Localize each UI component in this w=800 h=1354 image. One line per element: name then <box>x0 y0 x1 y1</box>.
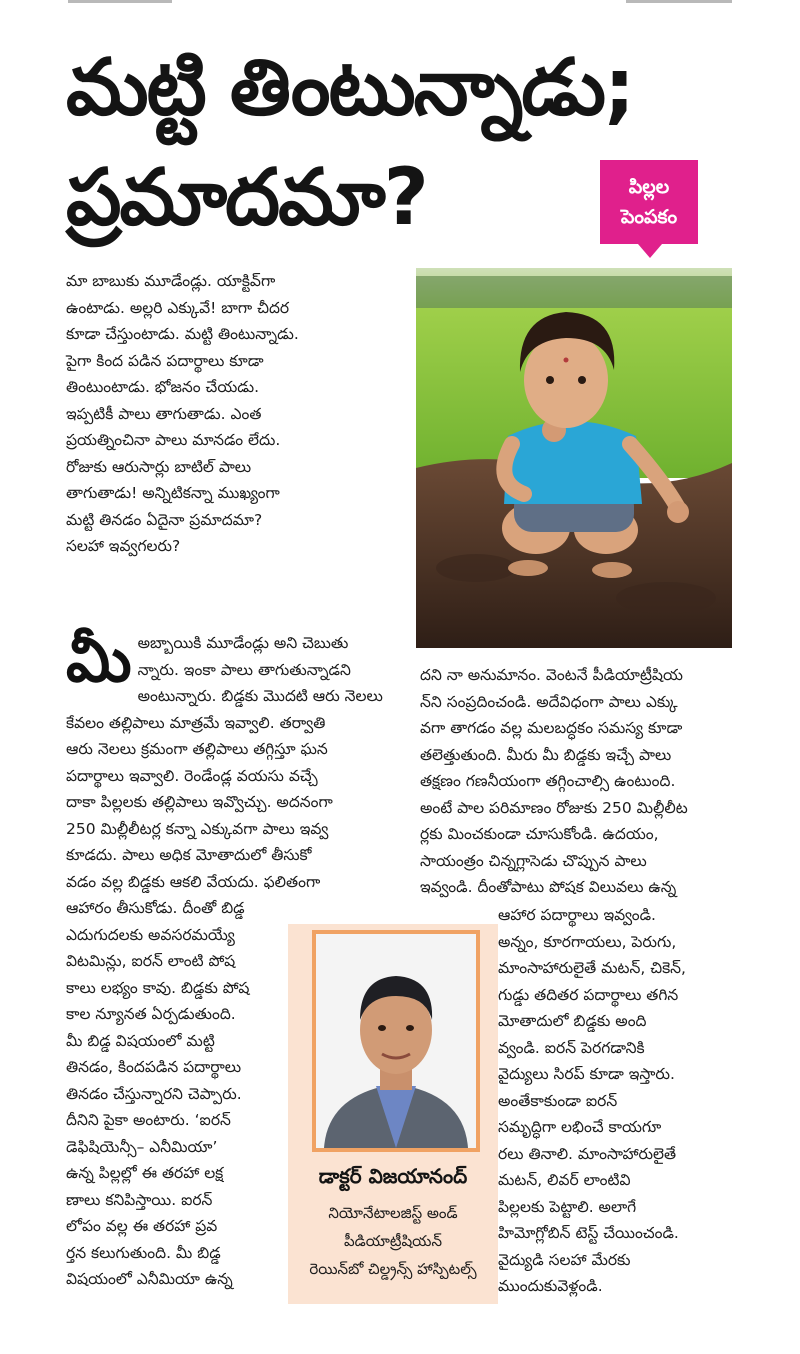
answer-line: దాకా పిల్లలకు తల్లిపాలు ఇవ్వొచ్చు. అదనంగా <box>66 793 333 811</box>
section-tag <box>600 160 698 244</box>
author-hospital: రెయిన్‌బో చిల్డ్రన్స్ హాస్పిటల్స్ <box>309 1260 477 1278</box>
section-tag-pointer <box>638 244 662 258</box>
answer-line: కాలు లభ్యం కావు. బిడ్డకు పోష <box>66 978 250 997</box>
answer-line: హిమోగ్లోబిన్ టెస్ట్ చేయించండి. <box>498 1224 679 1242</box>
child-illustration <box>416 268 732 648</box>
author-illustration <box>316 934 476 1148</box>
answer-line: వ్వండి. ఐరన్ పెరగడానికి <box>498 1038 645 1057</box>
answer-line: ఎదుగుదలకు అవసరమయ్యే <box>66 925 235 944</box>
section-tag-line-1: పిల్లల <box>628 176 670 198</box>
answer-line: తినడం, కిందపడిన పదార్థాలు <box>66 1058 242 1076</box>
question-line: మా బాబుకు మూడేండ్లు. యాక్టివ్‌గా <box>66 272 276 290</box>
answer-line: వైద్యులు సిరప్ కూడా ఇస్తారు. <box>498 1065 675 1083</box>
question-line: ఇప్పటికీ పాలు తాగుతాడు. ఎంత <box>66 404 262 423</box>
answer-line: వడం వల్ల బిడ్డకు ఆకలి వేయదు. ఫలితంగా <box>66 872 321 891</box>
question-line: రోజుకు ఆరుసార్లు బాటిల్ పాలు <box>66 457 252 476</box>
answer-line: పిల్లలకు పెట్టాలి. అలాగే <box>498 1197 637 1216</box>
answer-line: పదార్థాలు ఇవ్వాలి. రెండేండ్ల వయసు వచ్చే <box>66 766 318 785</box>
question-line: తింటుంటాడు. భోజనం చేయడు. <box>66 378 260 396</box>
answer-line: న్నారు. ఇంకా పాలు తాగుతున్నాడని <box>137 660 351 679</box>
answer-line: అన్నం, కూరగాయలు, పెరుగు, <box>498 932 677 951</box>
answer-line: మోతాదులో బిడ్డకు అంది <box>498 1012 647 1030</box>
answer-column-2 <box>420 662 736 901</box>
answer-line: మటన్, లివర్ లాంటివి <box>498 1171 631 1189</box>
answer-line: కూడదు. పాలు అధిక మోతాదులో తీసుకో <box>66 846 312 864</box>
question-line: తాగుతాడు! అన్నిటికన్నా ముఖ్యంగా <box>66 484 280 502</box>
answer-line: ర్లకు మించకుండా చూసుకోండి. ఉదయం, <box>420 825 659 843</box>
headline-line-2: ప్రమాదమా? <box>66 153 427 243</box>
question-line: సలహా ఇవ్వగలరు? <box>66 537 181 555</box>
answer-line: సాయంత్రం చిన్నగ్లాసెడు చొప్పున పాలు <box>420 851 647 870</box>
answer-line: గుడ్డు తదితర పదార్థాలు తగిన <box>498 985 679 1004</box>
answer-line: ఇవ్వండి. దీంతోపాటు పోషక విలువలు ఉన్న <box>420 878 677 896</box>
answer-line: మీ బిడ్డ విషయంలో మట్టి <box>66 1031 215 1050</box>
answer-line: లోపం వల్ల ఈ తరహా ప్రవ <box>66 1217 218 1235</box>
question-line: ఉంటాడు. అల్లరి ఎక్కువే! బాగా చీదర <box>66 298 290 317</box>
answer-line: తినడం చేస్తున్నారని చెప్పారు. <box>66 1084 242 1103</box>
answer-line: ఆహార పదార్థాలు ఇవ్వండి. <box>498 906 656 924</box>
answer-line: వైద్యుడి సలహా మేరకు <box>498 1250 631 1269</box>
answer-line: విషయంలో ఎనీమియా ఉన్న <box>66 1270 233 1288</box>
reader-question <box>66 268 404 560</box>
answer-line: న్‌ని సంప్రదించండి. అదేవిధంగా పాలు ఎక్కు <box>420 692 678 711</box>
answer-line: తక్షణం గణనీయంగా తగ్గించాల్సి ఉంటుంది. <box>420 772 676 790</box>
question-line: పైగా కింద పడిన పదార్థాలు కూడా <box>66 351 264 370</box>
answer-line: కాల న్యూనత ఏర్పడుతుంది. <box>66 1005 236 1023</box>
headline-line-1: మట్టి తింటున్నాడు; <box>66 43 634 133</box>
author-role-line-2: పీడియాట్రీషియన్ <box>344 1232 442 1250</box>
author-name: డాక్టర్ విజయానంద్ <box>318 1164 468 1188</box>
answer-line: ఉన్న పిల్లల్లో ఈ తరహా లక్ష <box>66 1164 224 1182</box>
answer-line: విటమిన్లు, ఐరన్ లాంటి పోష <box>66 952 236 970</box>
answer-line: ర్తన కలుగుతుంది. మీ బిడ్డ <box>66 1243 221 1262</box>
answer-line: దని నా అనుమానం. వెంటనే పీడియాట్రీషియ <box>420 666 683 684</box>
answer-column-3 <box>498 902 738 1300</box>
answer-line: 250 మిల్లీలీటర్ల కన్నా ఎక్కువగా పాలు ఇవ్వ <box>66 819 329 838</box>
answer-line: అంటే పాల పరిమాణం రోజుకు 250 మిల్లీలీట <box>420 798 688 817</box>
answer-line: కేవలం తల్లిపాలు మాత్రమే ఇవ్వాలి. తర్వాతి <box>66 713 326 732</box>
answer-line: డెఫిషియెన్సీ– ఎనీమియా’ <box>66 1137 218 1156</box>
answer-line: వగా తాగడం వల్ల మలబద్ధకం సమస్య కూడా <box>420 719 683 737</box>
question-line: కూడా చేస్తుంటాడు. మట్టి తింటున్నాడు. <box>66 325 299 343</box>
question-line: మట్టి తినడం ఏదైనా ప్రమాదమా? <box>66 510 263 529</box>
answer-line: ఆరు నెలలు క్రమంగా తల్లిపాలు తగ్గిస్తూ ఘన <box>66 740 328 758</box>
answer-line: తలెత్తుతుంది. మీరు మీ బిడ్డకు ఇచ్చే పాలు <box>420 745 672 764</box>
top-rule-left <box>68 0 172 3</box>
top-rule-right <box>626 0 732 3</box>
answer-line: దీనిని పైకా అంటారు. ‘ఐరన్ <box>66 1111 231 1129</box>
question-line: ప్రయత్నించినా పాలు మానడం లేదు. <box>66 431 281 449</box>
answer-line: అబ్బాయికి మూడేండ్లు అని చెబుతు <box>137 634 349 652</box>
author-role-line-1: నియోనేటాలజిస్ట్ అండ్ <box>328 1204 458 1222</box>
answer-line: ణాలు కనిపిస్తాయి. ఐరన్ <box>66 1190 213 1209</box>
author-portrait <box>312 930 480 1152</box>
answer-line: మాంసాహారులైతే మటన్, చికెన్, <box>498 959 686 977</box>
answer-line: అంటున్నారు. బిడ్డకు మొదటి ఆరు నెలలు <box>137 687 383 705</box>
answer-line: ముందుకువెళ్లండి. <box>498 1277 603 1295</box>
answer-line: ఆహారం తీసుకోడు. దీంతో బిడ్డ <box>66 899 245 917</box>
answer-line: రలు తినాలి. మాంసాహారులైతే <box>498 1144 677 1163</box>
answer-line: సమృద్ధిగా లభించే కాయగూ <box>498 1118 662 1136</box>
drop-cap: మీ <box>66 623 132 696</box>
child-photo <box>416 268 732 648</box>
answer-line: అంతేకాకుండా ఐరన్ <box>498 1091 618 1110</box>
section-tag-line-2: పెంపకం <box>620 206 678 228</box>
